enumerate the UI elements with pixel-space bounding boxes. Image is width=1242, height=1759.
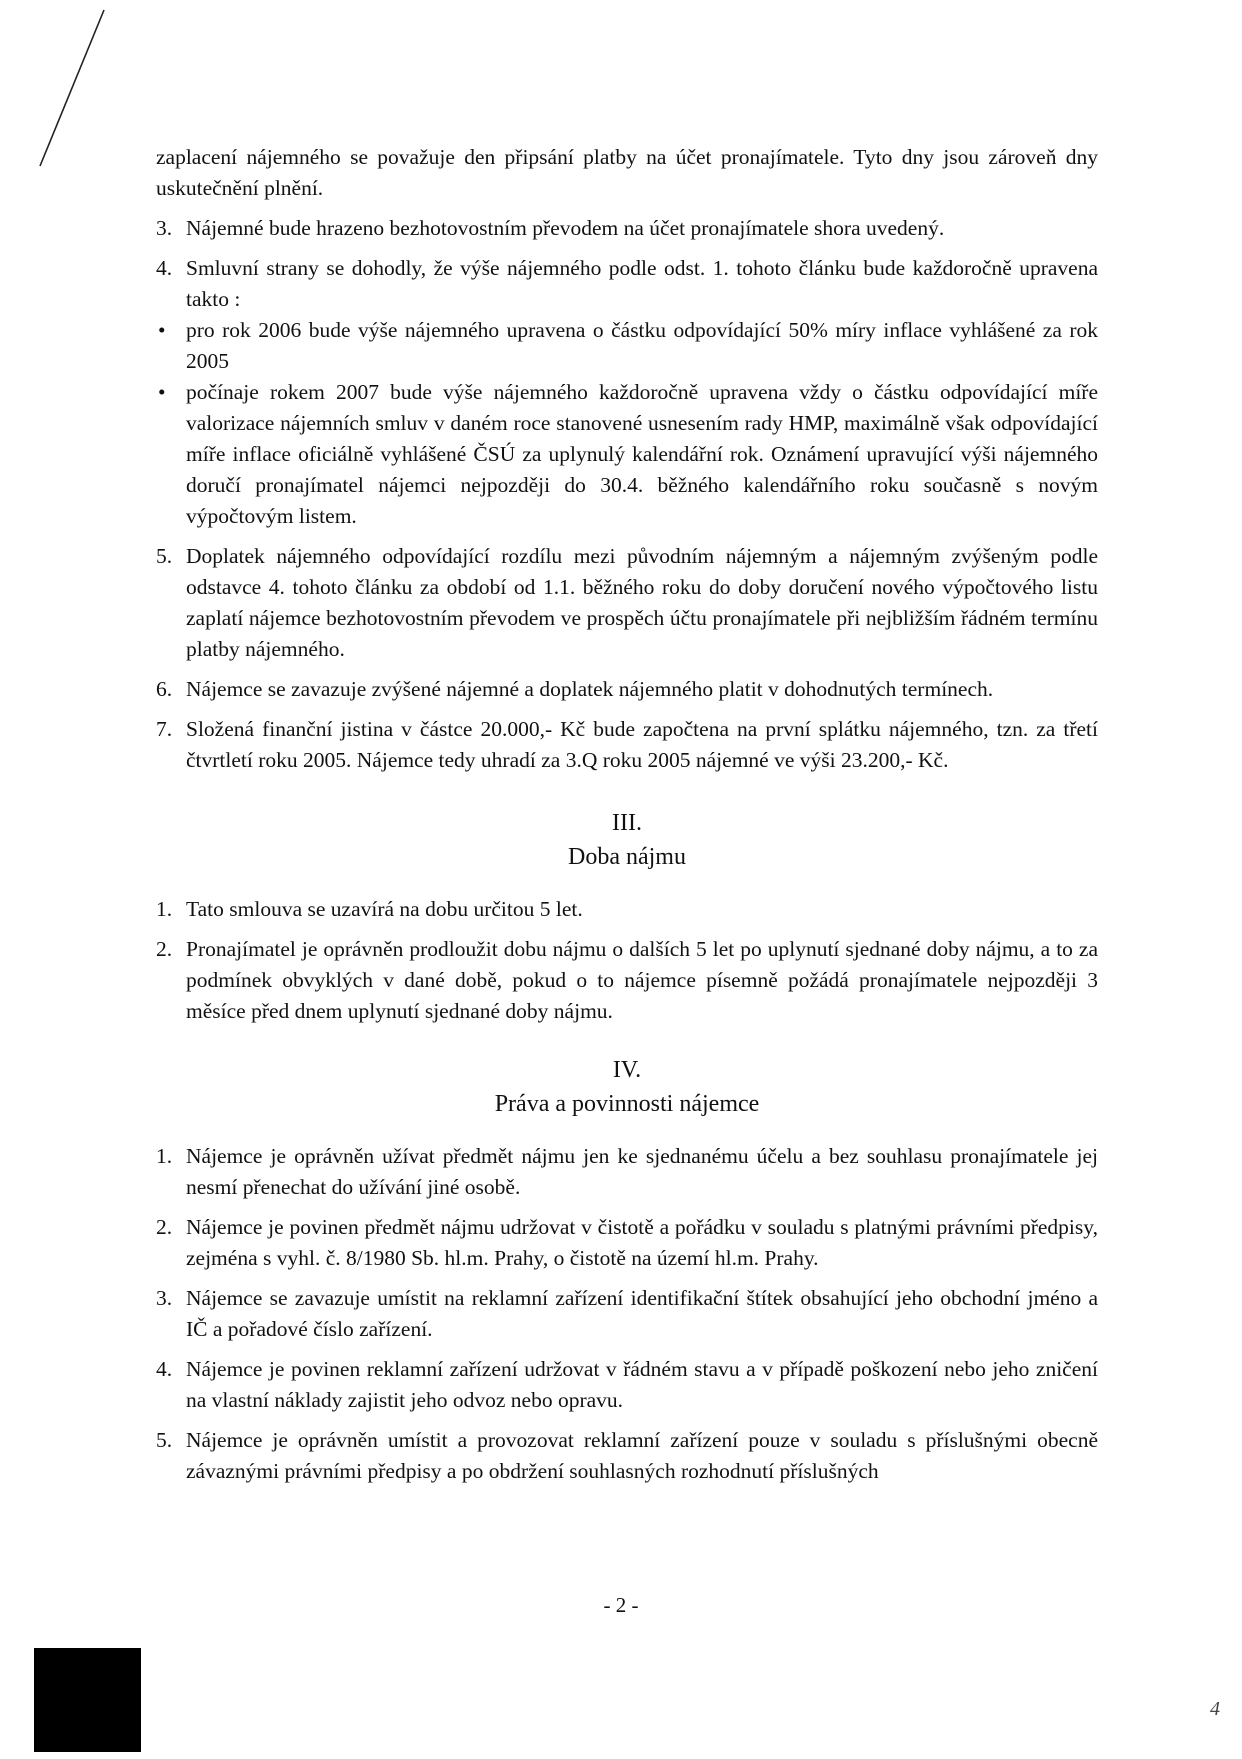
item-number: 6. [156,677,173,701]
bullet-item [156,377,1098,532]
section-heading-4 [156,1053,1098,1121]
item-number: 2. [156,937,173,961]
item-number: 5. [156,544,173,568]
item-text: Tato smlouva se uzavírá na dobu určitou 5 let. [186,897,583,921]
bullet-text: pro rok 2006 bude výše nájemného upravena o částku odpovídající 50% míry inflace vyhlášené za rok 2005 [186,318,1098,373]
list-item [156,1141,1098,1203]
item-number: 4. [156,1357,173,1381]
list-item [156,714,1098,776]
item-number: 1. [156,897,173,921]
list-item [156,894,1098,925]
paragraph-intro: zaplacení nájemného se považuje den připsání platby na účet pronajímatele. Tyto dny jsou zároveň dny uskutečnění plnění. [156,145,1098,200]
list-item [156,253,1098,315]
item-number: 4. [156,256,173,280]
page-number: - 2 - [603,1593,639,1617]
section-heading-3 [156,806,1098,874]
item-text: Nájemce se zavazuje zvýšené nájemné a doplatek nájemného platit v dohodnutých termínech. [186,677,994,701]
list-item [156,1425,1098,1487]
list-item [156,934,1098,1027]
document-body [156,142,1098,1496]
item-text: Nájemce se zavazuje umístit na reklamní zařízení identifikační štítek obsahující jeho obchodní jméno a IČ a pořadové číslo zařízení. [186,1286,1098,1341]
item-number: 3. [156,1286,173,1310]
list-item [156,1212,1098,1274]
margin-mark: 4 [1210,1698,1220,1720]
item-text: Nájemné bude hrazeno bezhotovostním převodem na účet pronajímatele shora uvedený. [186,216,945,240]
item-text: Nájemce je povinen reklamní zařízení udržovat v řádném stavu a v případě poškození nebo jeho zničení na vlastní náklady zajistit jeho odvoz nebo opravu. [186,1357,1098,1412]
list-item [156,1354,1098,1416]
item-text: Doplatek nájemného odpovídající rozdílu mezi původním nájemným a nájemným zvýšeným podle odstavce 4. tohoto článku za období od 1.1. běžného roku do doby doručení nového výpočtového listu zaplatí nájemce bezhotovostním převodem ve prospěch účtu pronajímatele při nejbližším řádném termínu platby nájemného. [186,544,1098,661]
redaction-block [34,1648,141,1752]
section-title: Doba nájmu [568,844,686,870]
bullet-icon: • [158,318,166,342]
item-text: Pronajímatel je oprávněn prodloužit dobu nájmu o dalších 5 let po uplynutí sjednané doby nájmu, a to za podmínek obvyklých v dané době, pokud o to nájemce písemně požádá pronajímatele nejpozději 3 měsíce před dnem uplynutí sjednané doby nájmu. [186,937,1098,1023]
bullet-icon: • [158,380,166,404]
bullet-item [156,315,1098,377]
item-number: 3. [156,216,173,240]
item-text: Smluvní strany se dohodly, že výše nájemného podle odst. 1. tohoto článku bude každoročně upravena takto : [186,256,1098,311]
list-item [156,1283,1098,1345]
item-text: Složená finanční jistina v částce 20.000,- Kč bude započtena na první splátku nájemného, tzn. za třetí čtvrtletí roku 2005. Nájemce tedy uhradí za 3.Q roku 2005 nájemné ve výši 23.200,- Kč. [186,717,1098,772]
item-number: 5. [156,1428,173,1452]
list-item [156,541,1098,665]
section-numeral: IV. [612,1057,642,1083]
list-item [156,213,1098,244]
section-numeral: III. [612,810,642,836]
bullet-text: počínaje rokem 2007 bude výše nájemného každoročně upravena vždy o částku odpovídající míře valorizace nájemních smluv v daném roce stanovené usnesením rady HMP, maximálně však odpovídající míře inflace oficiálně vyhlášené ČSÚ za uplynulý kalendářní rok. Oznámení upravující výši nájemného doručí pronajímatel nájemci nejpozději do 30.4. běžného kalendářního roku současně s novým výpočtovým listem. [186,380,1098,528]
item-text: Nájemce je oprávněn užívat předmět nájmu jen ke sjednanému účelu a bez souhlasu pronajímatele jej nesmí přenechat do užívání jiné osobě. [186,1144,1098,1199]
item-number: 1. [156,1144,173,1168]
slash-mark [0,0,120,200]
item-text: Nájemce je oprávněn umístit a provozovat reklamní zařízení pouze v souladu s příslušnými obecně závaznými právními předpisy a po obdržení souhlasných rozhodnutí příslušných [186,1428,1098,1483]
item-number: 7. [156,717,173,741]
item-number: 2. [156,1215,173,1239]
section-title: Práva a povinnosti nájemce [494,1091,760,1117]
item-text: Nájemce je povinen předmět nájmu udržovat v čistotě a pořádku v souladu s platnými právními předpisy, zejména s vyhl. č. 8/1980 Sb. hl.m. Prahy, o čistotě na území hl.m. Prahy. [186,1215,1098,1270]
list-item [156,674,1098,705]
